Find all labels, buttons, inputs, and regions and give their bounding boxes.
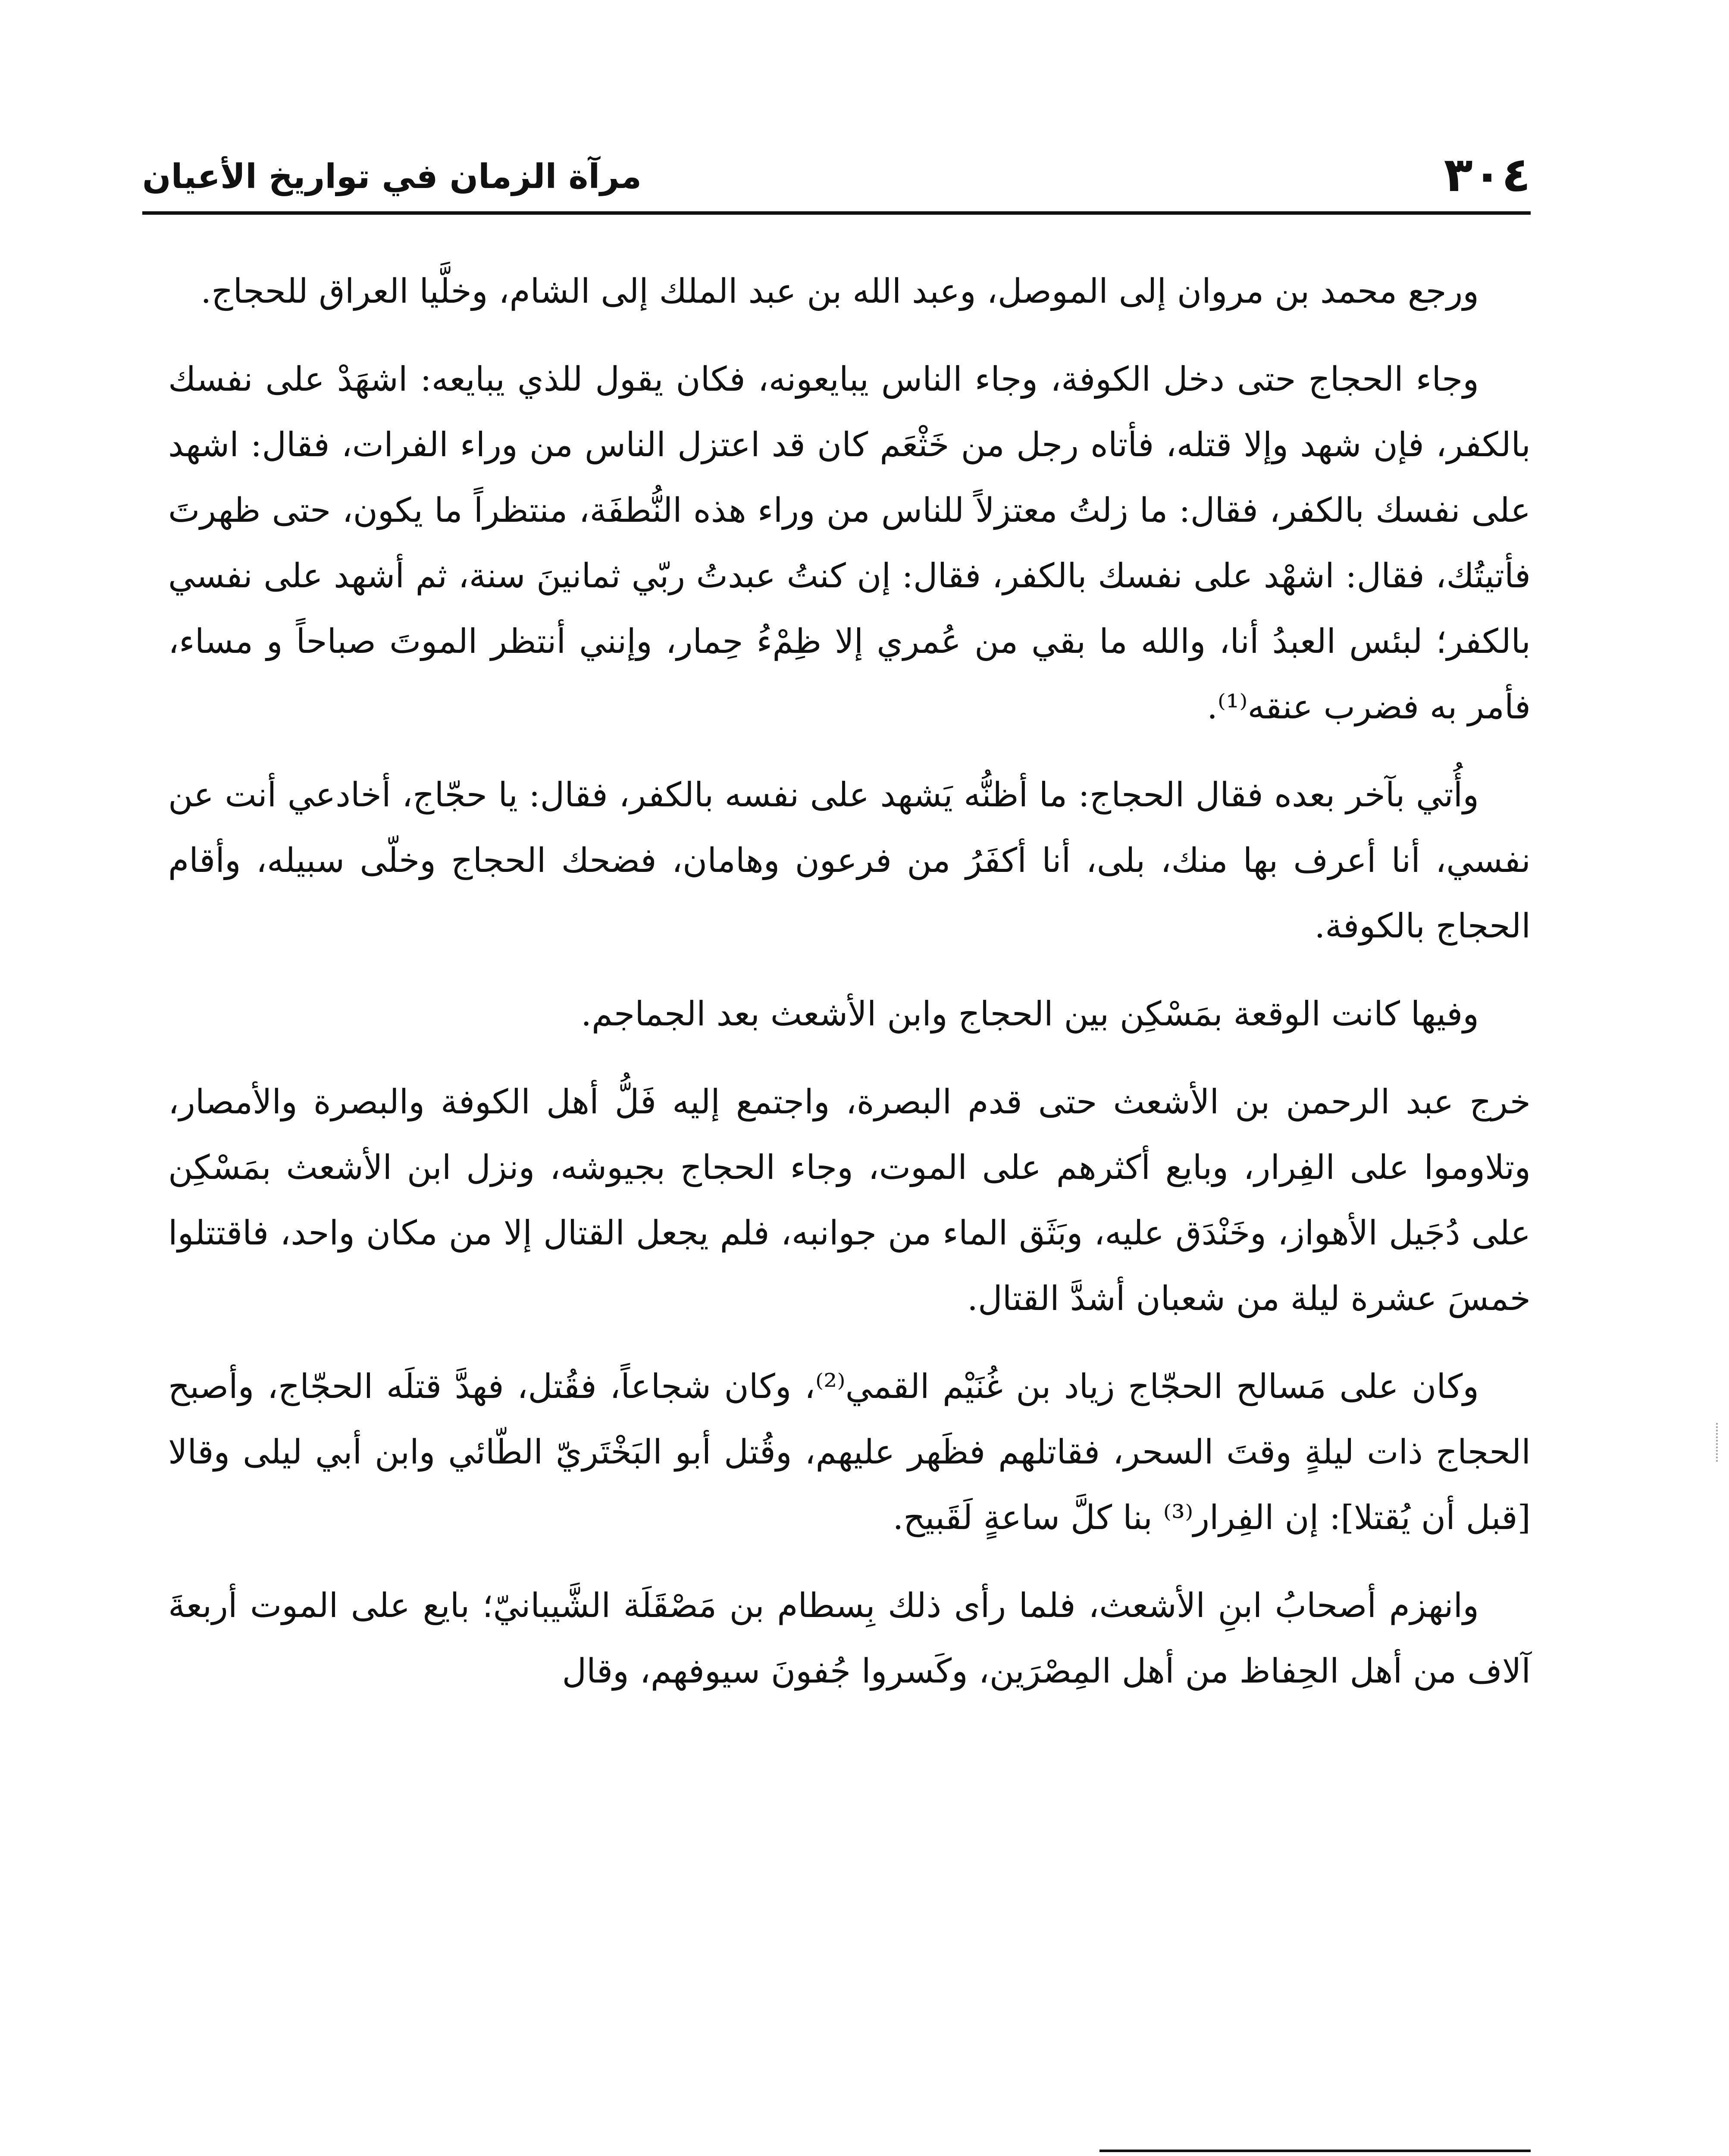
- paragraph-4: وفيها كانت الوقعة بمَسْكِن بين الحجاج وابن الأشعث بعد الجماجم.: [581, 995, 1479, 1034]
- paragraph-2: وجاء الحجاج حتى دخل الكوفة، وجاء الناس يبايعونه، فكان يقول للذي يبايعه: اشهَدْ على نفسك بالكفر، فإن شهد وإلا قتله، فأتاه رجل من خَثْعَم كان قد اعتزل الناس من وراء الفرات، فقال: اشهد على نفسك بالكفر، فقال: ما زلتُ معتزلاً للناس من وراء هذه النُّطفَة، منتظراً ما يكون، حتى ظهرتَ فأتيتُك، فقال: اشهْد على نفسك بالكفر، فقال: إن كنتُ عبدتُ ربّي ثمانينَ سنة، ثم أشهد على نفسي بالكفر؛ لبئس العبدُ أنا، والله ما بقي من عُمري إلا ظِمْءُ حِمار، وإنني أنتظر الموتَ صباحاً و مساء، فأمر به فضرب عنقه⁽¹⁾.: [168, 360, 1531, 727]
- page-number: ٣٠٤: [1444, 147, 1531, 202]
- paragraph-7: وانهزم أصحابُ ابنِ الأشعث، فلما رأى ذلك بِسطام بن مَصْقَلَة الشَّيبانيّ؛ بايع على الموت أربعةَ آلاف من أهل الحِفاظ من أهل المِصْرَين، وكَسروا جُفونَ سيوفهم، وقال: [168, 1586, 1531, 1691]
- margin-scan-mark: [1716, 1423, 1720, 1462]
- footnote-separator: [1099, 2150, 1531, 2152]
- paragraph-3: وأُتي بآخر بعده فقال الحجاج: ما أظنُّه يَشهد على نفسه بالكفر، فقال: يا حجّاج، أخادعي أنت عن نفسي، أنا أعرف بها منك، بلى، أنا أكفَرُ من فرعون وهامان، فضحك الحجاج وخلّى سبيله، وأقام الحجاج بالكوفة.: [168, 776, 1531, 946]
- paragraph-1: ورجع محمد بن مروان إلى الموصل، وعبد الله بن عبد الملك إلى الشام، وخلَّيا العراق للحجاج.: [200, 272, 1479, 311]
- paragraph-5: خرج عبد الرحمن بن الأشعث حتى قدم البصرة، واجتمع إليه فَلُّ أهل الكوفة والبصرة والأمصار، وتلاوموا على الفِرار، وبايع أكثرهم على الموت، وجاء الحجاج بجيوشه، ونزل ابن الأشعث بمَسْكِن على دُجَيل الأهواز، وخَنْدَق عليه، وبَثَق الماء من جوانبه، فلم يجعل القتال إلا من مكان واحد، فاقتتلوا خمسَ عشرة ليلة من شعبان أشدَّ القتال.: [168, 1083, 1531, 1318]
- paragraph-6: وكان على مَسالح الحجّاج زياد بن غُنَيْم القمي⁽²⁾، وكان شجاعاً، فقُتل، فهدَّ قتلَه الحجّاج، وأصبح الحجاج ذات ليلةٍ وقتَ السحر، فقاتلهم فظَهر عليهم، وقُتل أبو البَخْتَريّ الطّائي وابن أبي ليلى وقالا [قبل أن يُقتلا]: إن الفِرار⁽³⁾ بنا كلَّ ساعةٍ لَقَبيح.: [168, 1367, 1531, 1537]
- main-text: [168, 259, 1531, 1727]
- running-title: مرآة الزمان في تواريخ الأعيان: [142, 157, 642, 196]
- page-header: [142, 147, 1531, 215]
